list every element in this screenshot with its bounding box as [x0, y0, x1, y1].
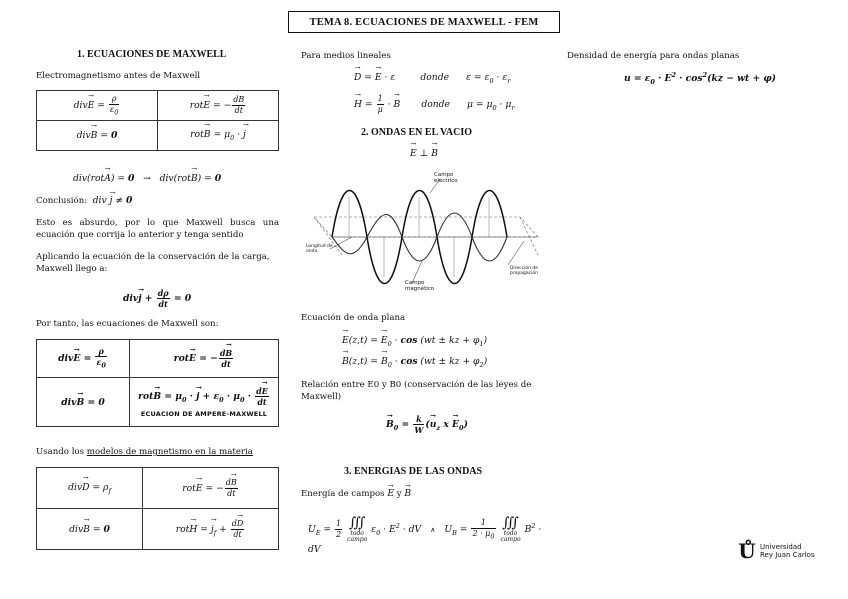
cell-div-b: div→ B = 0 [37, 121, 158, 151]
label-campo-electrico: Campo eléctrico [434, 172, 458, 184]
pre-maxwell-equations-table [36, 90, 279, 151]
linear-media-heading: Para medios lineales [301, 51, 391, 61]
label-campo-magnetico: Campo magnético [405, 280, 435, 292]
conclusion: Conclusión: div → j ≠ 0 [36, 195, 132, 207]
matter-models-text: Usando los modelos de magnetismo en la materia [36, 447, 253, 457]
ampere-maxwell-label: ECUACION DE AMPERE-MAXWELL [140, 410, 268, 418]
todo-campo-label-b: todo campo [500, 530, 521, 543]
linear-media-eq2: → H = $\frac{1}{\mu}$ · → B donde $\mu = \mu_0 \cdot \mu_r$ [354, 94, 554, 115]
university-name: Universidad Rey Juan Carlos [760, 543, 815, 559]
matter-rot-e: rot→ E = − $\frac{d\to B}{dt}$ [143, 468, 279, 509]
perpendicular-eq: → E ⊥ → B [410, 148, 438, 159]
em-wave-diagram [312, 165, 542, 297]
linear-media-eq1: → D = → E · ε donde $\varepsilon = \varepsilon_0 \cdot \varepsilon_r$ [354, 72, 554, 85]
todo-campo-label-e: todo campo [347, 530, 368, 543]
label-longitud-onda: Longitud de onda [306, 244, 333, 254]
absurd-paragraph: Esto es absurdo, por lo que Maxwell busca una ecuación que corrija lo anterior y tenga sentido [36, 218, 279, 240]
charge-equation: div→ j + $\frac{d\rho}{dt}$ = 0 [123, 288, 191, 309]
energy-density-equation: $u = \varepsilon_0 \cdot E^2 \cdot \cos^2(kz$ − wt + φ) [624, 71, 777, 86]
maxwell-faraday: rot→ E = − $\frac{d\to B}{dt}$ [130, 340, 279, 378]
therefore-text: Por tanto, las ecuaciones de Maxwell son: [36, 319, 219, 329]
section-2-heading: 2. ONDAS EN EL VACIO [361, 127, 473, 138]
section-1-heading: 1. ECUACIONES DE MAXWELL [77, 49, 227, 60]
maxwell-gauss-e: div→ E = $\frac{\rho}{\varepsilon_0}$ [37, 340, 130, 378]
energy-equations: $U_E$ = $\frac{1}{2}$ ∭ todo campo $\varepsilon_0 \cdot E^2$ · dV ∧ $U_B$ = $\frac{1}{2 \cdot \mu_0}$ ∭ todo campo $B^2$ · dV [308, 515, 542, 555]
maxwell-equations-table [36, 339, 279, 427]
matter-div-b: div→ B = 0 [37, 509, 143, 550]
intro-text: Electromagnetismo antes de Maxwell [36, 71, 201, 81]
maxwell-gauss-b: div→ B = 0 [37, 378, 130, 427]
university-logo[interactable] [738, 538, 818, 564]
label-direccion-propagacion: Dirección de propagación [509, 266, 539, 276]
energy-density-text: Densidad de energía para ondas planas [567, 51, 740, 61]
relation-text: Relación entre E0 y B0 (conservación de las leyes de Maxwell) [301, 380, 532, 402]
cell-rot-b: $rot\to B = \mu_0$ · → j [158, 121, 279, 151]
section-3-heading: 3. ENERGIAS DE LAS ONDAS [344, 466, 483, 477]
maxwell-ampere: $rot\to B = \mu_0$ · → $j + \varepsilon_0 \cdot \mu_0$ · $\frac{d\to E}{dt}$ ECUACION DE AMPERE-MAXWELL [130, 378, 279, 427]
b-field-wave-eq: → B(z,t) = → $B_0 \cdot \cos (wt$ ± kz + $\varphi_2$) [342, 356, 487, 369]
cell-div-e: div→ E = $\frac{\rho}{\varepsilon_0}$ [37, 91, 158, 121]
matter-rot-h: rot→ H = → $j_f$ + $\frac{d\to D}{dt}$ [143, 509, 279, 550]
cell-rot-e: rot→ E = − $\frac{dB}{dt}$ [158, 91, 279, 121]
page-title: TEMA 8. ECUACIONES DE MAXWELL - FEM [288, 11, 560, 33]
div-rot-equation: div(rot→ A) = 0 → div(rot→ B) = 0 [73, 173, 221, 184]
matter-equations-table [36, 467, 279, 550]
crown-u-icon: Ů [738, 539, 756, 563]
e-field-wave-eq: → E(z,t) = → $E_0 \cdot \cos (wt$ ± kz + $\varphi_1$) [342, 335, 487, 348]
relation-equation: → $B_0$ = $\frac{k}{W}$ (→ $u_z$ $x \to E_0$) [386, 414, 468, 435]
field-energy-text: Energía de campos → E y → B [301, 488, 411, 500]
matter-div-d: $div\to D = \rho_f$ [37, 468, 143, 509]
charge-paragraph: Aplicando la ecuación de la conservación de la carga, Maxwell llego a: [36, 252, 270, 274]
plane-wave-text: Ecuación de onda plana [301, 313, 406, 323]
